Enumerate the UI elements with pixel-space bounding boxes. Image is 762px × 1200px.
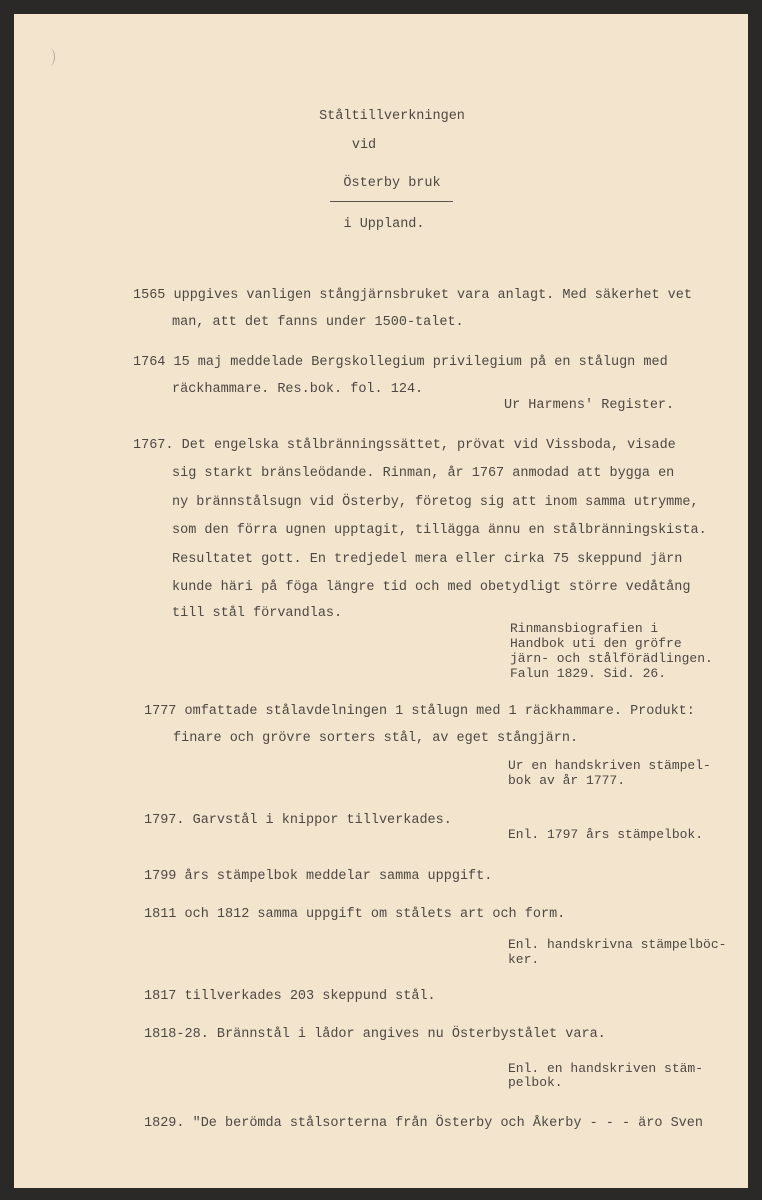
title-place: Österby bruk: [343, 176, 441, 191]
title-line-2: vid: [351, 138, 377, 153]
entry-1764-line: räckhammare. Res.bok. fol. 124.: [172, 382, 424, 397]
entry-1764-source: Ur Harmens' Register.: [504, 398, 675, 413]
entry-1767-source: Falun 1829. Sid. 26.: [510, 666, 667, 681]
entry-1777-source: bok av år 1777.: [508, 773, 626, 788]
entry-1829-line: 1829. "De berömda stålsorterna från Österby och Åkerby - - - äro Sven: [144, 1116, 703, 1131]
entry-1565-line: 1565 uppgives vanligen stångjärnsbruket vara anlagt. Med säkerhet vet: [133, 288, 692, 303]
entry-1817-line: 1817 tillverkades 203 skeppund stål.: [144, 989, 436, 1004]
entry-1777-line: finare och grövre sorters stål, av eget stångjärn.: [173, 731, 579, 746]
entry-1818-source: pelbok.: [508, 1075, 563, 1090]
entry-1767-line: kunde häri på föga längre tid och med obetydligt större vedåtång: [172, 580, 691, 595]
entry-1811-source: ker.: [508, 952, 540, 967]
entry-1797-line: 1797. Garvstål i knippor tillverkades.: [144, 813, 452, 828]
entry-1811-source: Enl. handskrivna stämpelböc-: [508, 937, 727, 952]
entry-1767-line: till stål förvandlas.: [172, 606, 343, 621]
entry-1797-source: Enl. 1797 års stämpelbok.: [508, 827, 704, 842]
entry-1767-source: Handbok uti den gröfre: [510, 636, 682, 651]
document-title: Ståltillverkningen: [319, 109, 465, 124]
entry-1799-line: 1799 års stämpelbok meddelar samma uppgift.: [144, 869, 493, 884]
entry-1811-line: 1811 och 1812 samma uppgift om stålets art och form.: [144, 907, 566, 922]
entry-1767-line: ny brännstålsugn vid Österby, företog sig att inom samma utrymme,: [172, 495, 699, 510]
entry-1767-source: Rinmansbiografien i: [510, 621, 659, 636]
entry-1767-line: 1767. Det engelska stålbränningssättet, prövat vid Vissboda, visade: [133, 438, 676, 453]
entry-1818-line: 1818-28. Brännstål i lådor angives nu Österbystålet vara.: [144, 1027, 606, 1042]
entry-1767-source: järn- och stålförädlingen.: [510, 651, 713, 666]
entry-1777-source: Ur en handskriven stämpel-: [508, 758, 711, 773]
title-underline: [330, 201, 453, 202]
entry-1818-source: Enl. en handskriven stäm-: [508, 1061, 704, 1076]
entry-1767-line: sig starkt bränsleödande. Rinman, år 1767 anmodad att bygga en: [172, 466, 675, 481]
entry-1777-line: 1777 omfattade stålavdelningen 1 stålugn med 1 räckhammare. Produkt:: [144, 704, 695, 719]
title-region: i Uppland.: [343, 217, 425, 232]
entry-1767-line: som den förra ugnen upptagit, tillägga ännu en stålbränningskista.: [172, 523, 707, 538]
entry-1565-line: man, att det fanns under 1500-talet.: [172, 315, 464, 330]
handwritten-page-mark: [44, 48, 55, 66]
entry-1767-line: Resultatet gott. En tredjedel mera eller cirka 75 skeppund järn: [172, 552, 683, 567]
entry-1764-line: 1764 15 maj meddelade Bergskollegium privilegium på en stålugn med: [133, 355, 668, 370]
